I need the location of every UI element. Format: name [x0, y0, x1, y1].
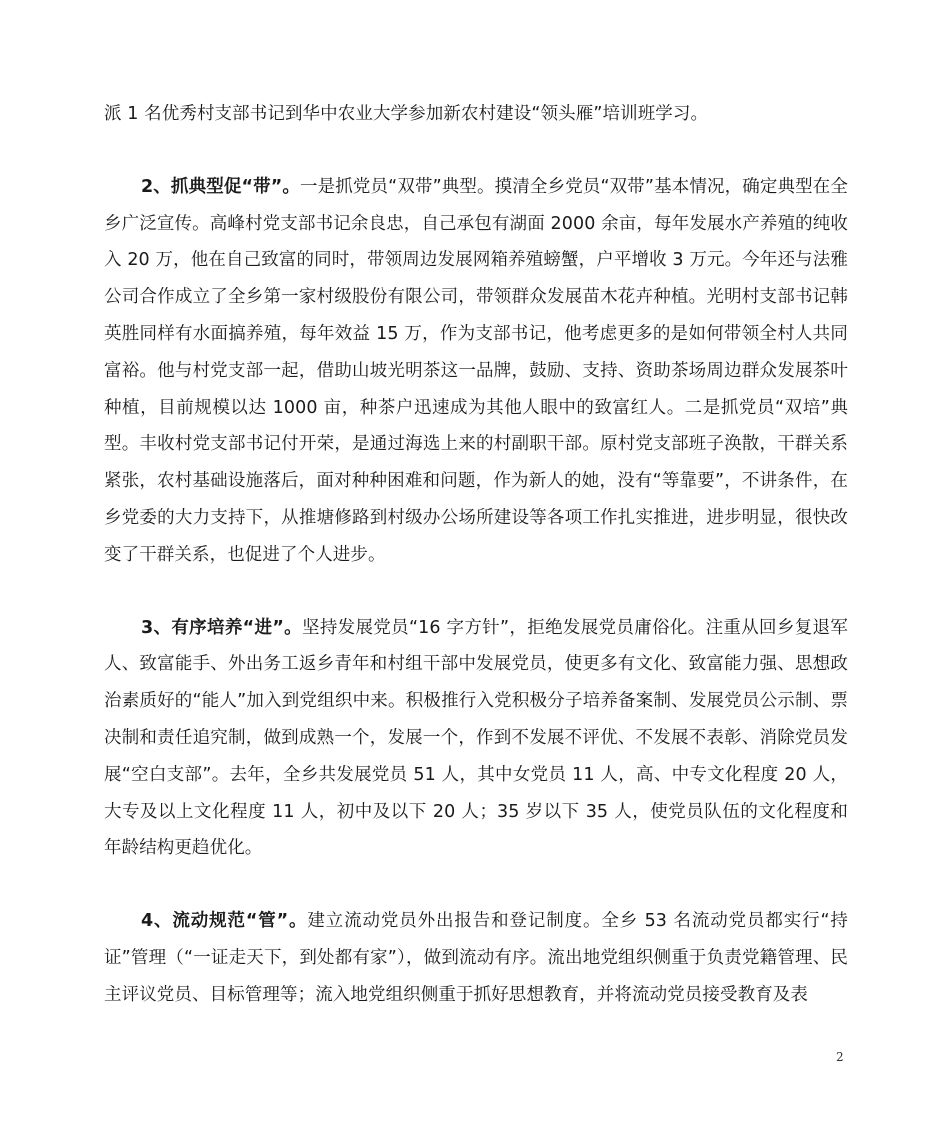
section-heading: 3、有序培养“进”。 [141, 617, 302, 638]
paragraph-text: 一是抓党员“双带”典型。摸清全乡党员“双带”基本情况，确定典型在全乡广泛宣传。高峰村党支部书记余良忠，自己承包有湖面 2000 余亩，每年发展水产养殖的纯收入 20 万，他在自己致富的同时，带领周边发展网箱养殖螃蟹，户平增收 3 万元。今年还与法雅公司合作成立了全乡第一家村级股份有限公司，带领群众发展苗木花卉种植。光明村支部书记韩英胜同样有水面搞养殖，每年效益 15 万，作为支部书记，他考虑更多的是如何带领全村人共同富裕。他与村党支部一起，借助山坡光明茶这一品牌，鼓励、支持、资助茶场周边群众发展茶叶种植，目前规模以达 1000 亩，种茶户迅速成为其他人眼中的致富红人。二是抓党员“双培”典型。丰收村党支部书记付开荣，是通过海选上来的村副职干部。原村党支部班子涣散，干群关系紧张，农村基础设施落后，面对种种困难和问题，作为新人的她，没有“等靠要”，不讲条件，在乡党委的大力支持下，从推塘修路到村级办公场所建设等各项工作扎实推进，进步明显，很快改变了干群关系，也促进了个人进步。 [104, 176, 848, 565]
paragraph-text: 建立流动党员外出报告和登记制度。全乡 53 名流动党员都实行“持证”管理（“一证走天下，到处都有家”），做到流动有序。流出地党组织侧重于负责党籍管理、民主评议党员、目标管理等；流入地党组织侧重于抓好思想教育，并将流动党员接受教育及表 [104, 911, 848, 1005]
paragraph-gap [104, 133, 848, 169]
section-heading: 4、流动规范“管”。 [141, 911, 308, 932]
paragraph-section-2 [104, 169, 848, 574]
paragraph-section-3 [104, 610, 848, 868]
paragraph-continuation [104, 96, 848, 133]
paragraph-gap [104, 574, 848, 610]
section-heading: 2、抓典型促“带”。 [141, 176, 300, 197]
document-body [104, 96, 848, 1014]
paragraph-section-4 [104, 903, 848, 1013]
paragraph-text: 坚持发展党员“16 字方针”，拒绝发展党员庸俗化。注重从回乡复退军人、致富能手、外出务工返乡青年和村组干部中发展党员，使更多有文化、致富能力强、思想政治素质好的“能人”加入到党组织中来。积极推行入党积极分子培养备案制、发展党员公示制、票决制和责任追究制，做到成熟一个，发展一个，作到不发展不评优、不发展不表彰、消除党员发展“空白支部”。去年，全乡共发展党员 51 人，其中女党员 11 人，高、中专文化程度 20 人，大专及以上文化程度 11 人，初中及以下 20 人；35 岁以下 35 人，使党员队伍的文化程度和年龄结构更趋优化。 [104, 617, 848, 859]
page-number: 2 [836, 1050, 844, 1064]
paragraph-gap [104, 867, 848, 903]
paragraph-text: 派 1 名优秀村支部书记到华中农业大学参加新农村建设“领头雁”培训班学习。 [104, 104, 709, 124]
